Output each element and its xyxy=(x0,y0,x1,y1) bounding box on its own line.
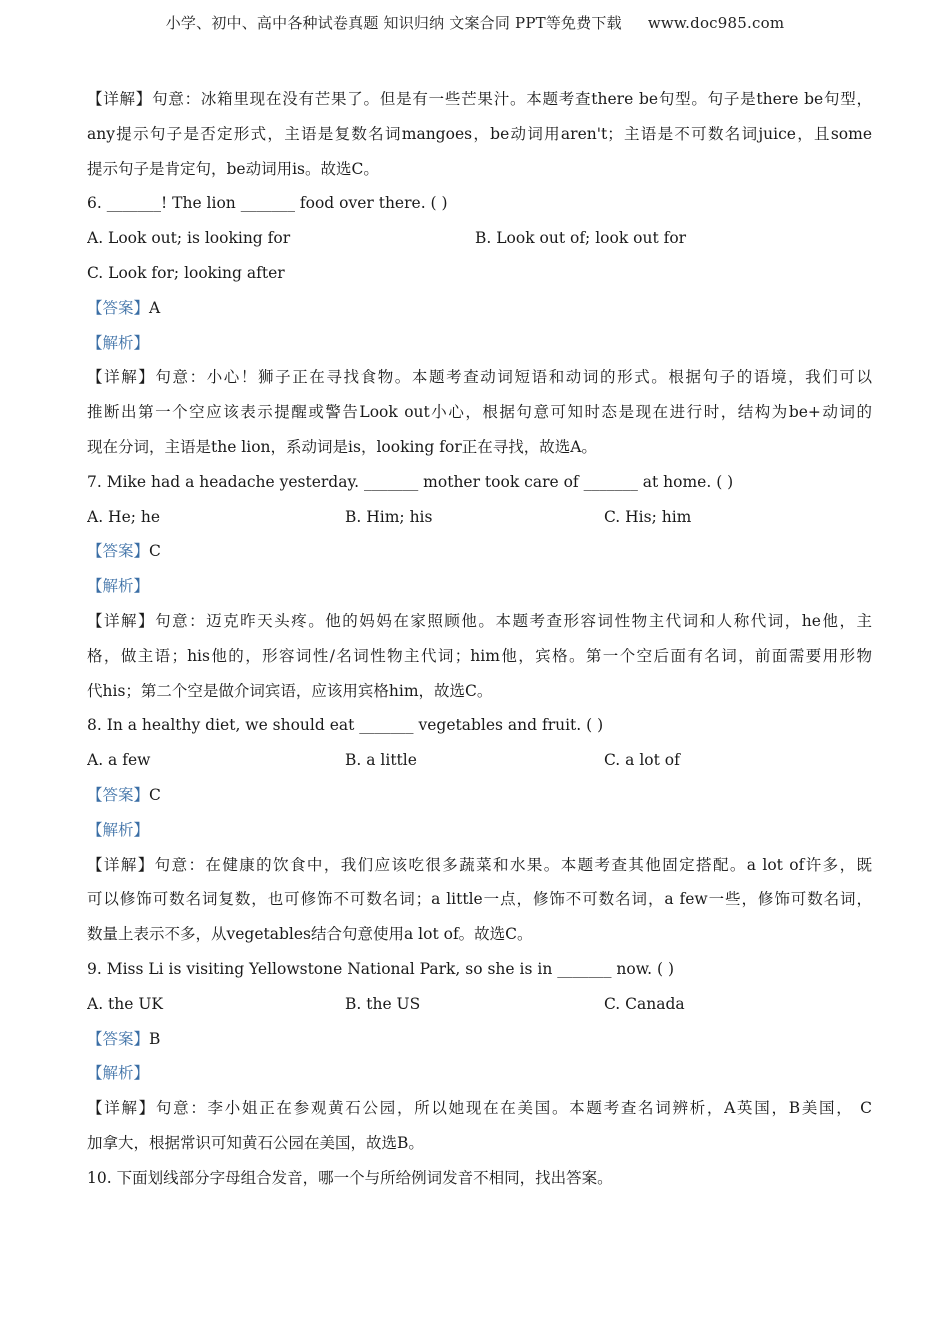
q9-option-a: A. the UK xyxy=(87,994,164,1013)
q6-options-row-2 xyxy=(87,256,872,291)
header-text: 小学、初中、高中各种试卷真题 知识归纳 文案合同 PPT等免费下载 xyxy=(165,14,622,32)
analysis-label: 【解析】 xyxy=(87,333,150,352)
q6-answer-value: A xyxy=(149,298,161,317)
q8-option-b: B. a little xyxy=(345,751,417,770)
q9-option-b: B. the US xyxy=(345,994,421,1013)
detail-label: 【详解】 xyxy=(87,611,156,630)
analysis-label: 【解析】 xyxy=(87,820,150,839)
document-body xyxy=(87,82,872,1196)
q10-stem: 10. 下面划线部分字母组合发音，哪一个与所给例词发音不相同，找出答案。 xyxy=(87,1168,613,1187)
q6-option-a: A. Look out; is looking for xyxy=(87,229,291,248)
q6-option-b: B. Look out of; look out for xyxy=(475,229,687,248)
header-site-link[interactable]: www.doc985.com xyxy=(647,14,785,32)
q7-options-row xyxy=(87,500,872,535)
q6-answer xyxy=(87,291,872,326)
analysis-label: 【解析】 xyxy=(87,1064,150,1083)
q6-detail-line-1: 【详解】句意：小心！狮子正在寻找食物。本题考查动词短语和动词的形式。根据句子的语境，我们可以 xyxy=(87,368,872,387)
q8-stem: 8. In a healthy diet, we should eat _______ vegetables and fruit. ( ) xyxy=(87,716,604,735)
q7-answer-value: C xyxy=(149,542,161,561)
answer-label: 【答案】 xyxy=(87,1029,150,1048)
q5-detail-line-1: 【详解】句意：冰箱里现在没有芒果了。但是有一些芒果汁。本题考查there be句型。句子是there be句型， xyxy=(87,90,872,108)
q6-analysis xyxy=(87,326,872,361)
q6-stem: 6. _______! The lion _______ food over there. ( ) xyxy=(87,194,448,213)
q9-option-c: C. Canada xyxy=(604,994,685,1013)
q7-detail-line-3: 代his；第二个空是做介词宾语，应该用宾格him，故选C。 xyxy=(87,681,493,700)
q7-answer xyxy=(87,534,872,569)
q9-analysis xyxy=(87,1056,872,1091)
q6-options-row-1 xyxy=(87,221,872,256)
q6-detail-line-2: 推断出第一个空应该表示提醒或警告Look out小心，根据句意可知时态是现在进行时，结构为be+动词的 xyxy=(87,403,872,422)
q6-detail-line-3: 现在分词，主语是the lion，系动词是is，looking for正在寻找，故选A。 xyxy=(87,437,597,456)
q7-detail-line-1: 【详解】句意：迈克昨天头疼。他的妈妈在家照顾他。本题考查形容词性物主代词和人称代词，he他，主 xyxy=(87,611,872,630)
q8-answer-value: C xyxy=(149,785,161,804)
q7-option-a: A. He; he xyxy=(87,507,161,526)
q7-detail-line-2: 格，做主语；his他的，形容词性/名词性物主代词；him他，宾格。第一个空后面有名词，前面需要用形物 xyxy=(87,646,872,665)
q7-option-c: C. His; him xyxy=(604,507,692,526)
q8-detail-line-2: 可以修饰可数名词复数，也可修饰不可数名词；a little一点，修饰不可数名词，a few一些，修饰可数名词， xyxy=(87,890,872,909)
page-header xyxy=(0,12,950,33)
q9-answer xyxy=(87,1022,872,1057)
detail-label: 【详解】 xyxy=(87,90,153,108)
q9-detail-line-1: 【详解】句意：李小姐正在参观黄石公园，所以她现在在美国。本题考查名词辨析，A英国，B美国， C xyxy=(87,1099,872,1118)
analysis-label: 【解析】 xyxy=(87,577,150,596)
q8-answer xyxy=(87,778,872,813)
detail-label: 【详解】 xyxy=(87,1099,156,1118)
q5-detail-line-2: any提示句子是否定形式，主语是复数名词mangoes，be动词用aren't；主语是不可数名词juice，且some xyxy=(87,124,872,143)
answer-label: 【答案】 xyxy=(87,785,150,804)
q9-stem: 9. Miss Li is visiting Yellowstone National Park, so she is in _______ now. ( ) xyxy=(87,959,675,978)
q8-detail-line-1: 【详解】句意：在健康的饮食中，我们应该吃很多蔬菜和水果。本题考查其他固定搭配。a lot of许多，既 xyxy=(87,855,872,874)
q9-answer-value: B xyxy=(149,1029,161,1048)
q9-options-row xyxy=(87,987,872,1022)
detail-label: 【详解】 xyxy=(87,855,155,874)
q7-analysis xyxy=(87,569,872,604)
q7-option-b: B. Him; his xyxy=(345,507,433,526)
q7-stem: 7. Mike had a headache yesterday. _______ mother took care of _______ at home. ( ) xyxy=(87,472,734,491)
q8-analysis xyxy=(87,813,872,848)
q8-option-a: A. a few xyxy=(87,751,151,770)
q8-option-c: C. a lot of xyxy=(604,751,680,770)
detail-label: 【详解】 xyxy=(87,368,156,387)
q8-options-row xyxy=(87,743,872,778)
q6-option-c: C. Look for; looking after xyxy=(87,263,285,282)
q5-detail-line-3: 提示句子是肯定句，be动词用is。故选C。 xyxy=(87,159,379,178)
q9-detail-line-2: 加拿大，根据常识可知黄石公园在美国，故选B。 xyxy=(87,1133,424,1152)
q8-detail-line-3: 数量上表示不多，从vegetables结合句意使用a lot of。故选C。 xyxy=(87,925,533,944)
answer-label: 【答案】 xyxy=(87,298,150,317)
answer-label: 【答案】 xyxy=(87,542,150,561)
